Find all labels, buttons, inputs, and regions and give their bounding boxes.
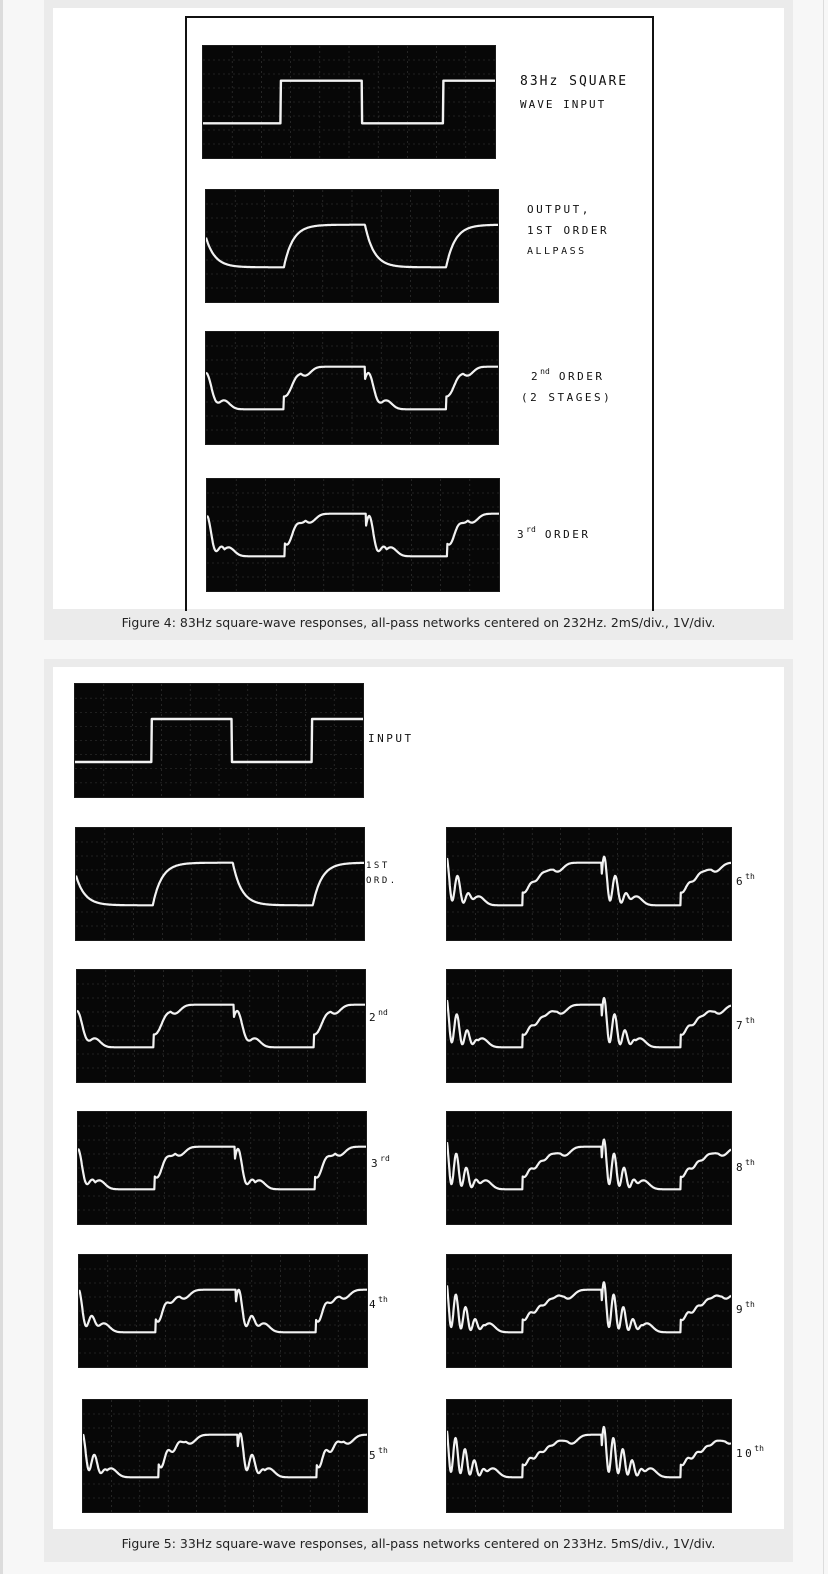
figure-4-image bbox=[53, 8, 784, 609]
label-fig5-order-9: 9th bbox=[736, 1300, 755, 1316]
scope-fig4-third-order bbox=[206, 478, 500, 592]
oscilloscope-trace bbox=[77, 970, 365, 1082]
oscilloscope-trace bbox=[206, 332, 498, 444]
oscilloscope-trace bbox=[79, 1255, 367, 1367]
page-edge-right bbox=[823, 0, 824, 1574]
oscilloscope-trace bbox=[83, 1400, 367, 1512]
scope-fig5-order-5 bbox=[82, 1399, 368, 1513]
label-fig4-third-order: 3rd ORDER bbox=[517, 525, 591, 541]
figure-4-caption: Figure 4: 83Hz square-wave responses, all-pass networks centered on 232Hz. 2mS/div., 1V/div. bbox=[121, 615, 716, 630]
label-fig5-order-5: 5th bbox=[369, 1446, 388, 1462]
scope-fig5-order-6 bbox=[446, 827, 732, 941]
figure-4-card bbox=[44, 0, 793, 640]
label-fig4-first-order: OUTPUT, 1ST ORDER ALLPASS bbox=[527, 203, 610, 257]
label-fig4-input: 83Hz SQUARE WAVE INPUT bbox=[520, 74, 629, 111]
oscilloscope-trace bbox=[75, 684, 363, 797]
scope-fig4-first-order bbox=[205, 189, 499, 303]
oscilloscope-trace bbox=[78, 1112, 366, 1224]
scope-fig5-order-7 bbox=[446, 969, 732, 1083]
label-fig4-second-order: 2nd ORDER (2 STAGES) bbox=[521, 367, 613, 404]
scope-fig5-order-9 bbox=[446, 1254, 732, 1368]
scope-fig5-order-3 bbox=[77, 1111, 367, 1225]
label-fig5-order-7: 7th bbox=[736, 1016, 755, 1032]
oscilloscope-trace bbox=[447, 828, 731, 940]
scope-fig5-input bbox=[74, 683, 364, 798]
label-fig5-order-10: 10th bbox=[736, 1444, 764, 1460]
scope-fig5-order-8 bbox=[446, 1111, 732, 1225]
scope-fig5-order-2 bbox=[76, 969, 366, 1083]
page-edge-left bbox=[0, 0, 3, 1574]
oscilloscope-trace bbox=[447, 1112, 731, 1224]
scope-fig5-order-4 bbox=[78, 1254, 368, 1368]
label-fig5-order-4: 4th bbox=[369, 1295, 388, 1311]
figure-5-image bbox=[53, 667, 784, 1529]
oscilloscope-trace bbox=[203, 46, 495, 158]
label-fig5-order-3: 3rd bbox=[371, 1154, 390, 1170]
oscilloscope-trace bbox=[447, 1400, 731, 1512]
oscilloscope-trace bbox=[207, 479, 499, 591]
label-fig5-order-6: 6th bbox=[736, 872, 755, 888]
scope-fig4-input bbox=[202, 45, 496, 159]
figure-5-card bbox=[44, 659, 793, 1562]
oscilloscope-trace bbox=[447, 1255, 731, 1367]
oscilloscope-trace bbox=[206, 190, 498, 302]
scope-fig5-order-10 bbox=[446, 1399, 732, 1513]
scope-fig4-second-order bbox=[205, 331, 499, 445]
oscilloscope-trace bbox=[447, 970, 731, 1082]
oscilloscope-trace bbox=[76, 828, 364, 940]
label-fig5-order-8: 8th bbox=[736, 1158, 755, 1174]
figure-5-caption: Figure 5: 33Hz square-wave responses, all-pass networks centered on 233Hz. 5mS/div., 1V/div. bbox=[121, 1536, 716, 1551]
scope-fig5-order-1 bbox=[75, 827, 365, 941]
label-fig5-order-1: 1ST ORD. bbox=[366, 861, 398, 887]
label-fig5-order-2: 2nd bbox=[369, 1008, 388, 1024]
label-fig5-input: INPUT bbox=[368, 732, 414, 745]
